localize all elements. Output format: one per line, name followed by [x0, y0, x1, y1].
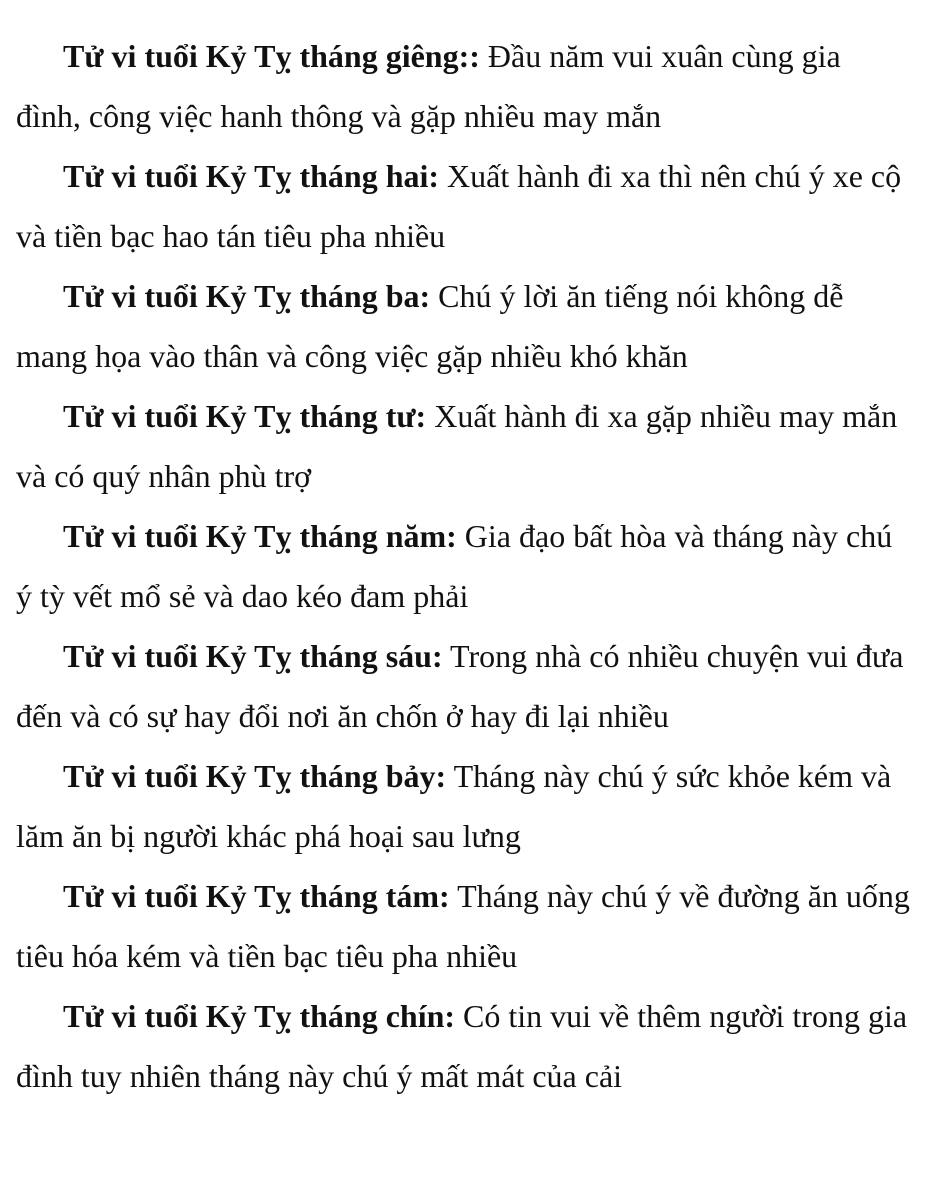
entry-heading: Tử vi tuổi Kỷ Tỵ tháng hai: [63, 158, 440, 194]
entry-text: Chú ý lời ăn tiếng nói không dễ mang họa vào thân và công việc gặp nhiều khó khăn [16, 278, 844, 374]
month-entry-7 [16, 746, 913, 866]
month-entry-2 [16, 146, 913, 266]
entry-text: Trong nhà có nhiều chuyện vui đưa đến và có sự hay đổi nơi ăn chốn ở hay đi lại nhiều [16, 638, 904, 734]
month-entry-4 [16, 386, 913, 506]
month-entry-3 [16, 266, 913, 386]
entry-heading: Tử vi tuổi Kỷ Tỵ tháng sáu: [63, 638, 443, 674]
entry-text: Tháng này chú ý về đường ăn uống tiêu hóa kém và tiền bạc tiêu pha nhiều [16, 878, 910, 974]
month-entry-6 [16, 626, 913, 746]
entry-heading: Tử vi tuổi Kỷ Tỵ tháng tư: [63, 398, 427, 434]
entry-heading: Tử vi tuổi Kỷ Tỵ tháng bảy: [63, 758, 447, 794]
entry-text: Tháng này chú ý sức khỏe kém và lăm ăn bị người khác phá hoại sau lưng [16, 758, 892, 854]
entry-text: Đầu năm vui xuân cùng gia đình, công việc hanh thông và gặp nhiều may mắn [16, 38, 841, 134]
month-entry-5 [16, 506, 913, 626]
entry-text: Có tin vui về thêm người trong gia đình tuy nhiên tháng này chú ý mất mát của cải [16, 998, 908, 1094]
entry-heading: Tử vi tuổi Kỷ Tỵ tháng năm: [63, 518, 457, 554]
month-entry-9 [16, 986, 913, 1106]
month-entry-1 [16, 26, 913, 146]
entry-heading: Tử vi tuổi Kỷ Tỵ tháng chín: [63, 998, 456, 1034]
entry-text: Xuất hành đi xa gặp nhiều may mắn và có quý nhân phù trợ [16, 398, 898, 494]
entry-heading: Tử vi tuổi Kỷ Tỵ tháng tám: [63, 878, 450, 914]
entry-heading: Tử vi tuổi Kỷ Tỵ tháng ba: [63, 278, 431, 314]
entry-text: Gia đạo bất hòa và tháng này chú ý tỳ vết mổ sẻ và dao kéo đam phải [16, 518, 893, 614]
entry-heading: Tử vi tuổi Kỷ Tỵ tháng giêng:: [63, 38, 480, 74]
entry-text: Xuất hành đi xa thì nên chú ý xe cộ và tiền bạc hao tán tiêu pha nhiều [16, 158, 902, 254]
month-entry-8 [16, 866, 913, 986]
